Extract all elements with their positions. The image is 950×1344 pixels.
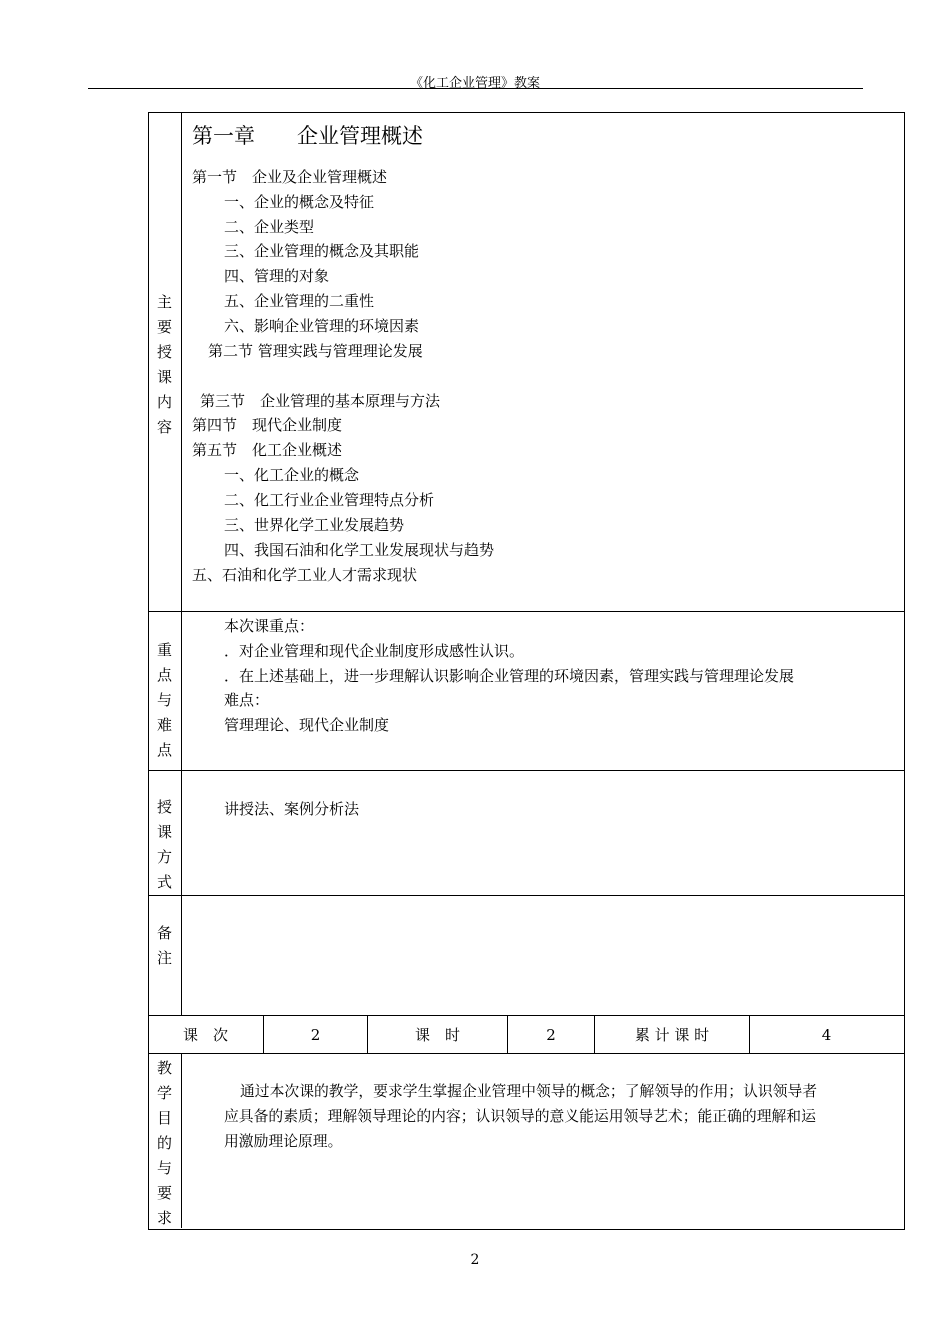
section-line: 三、企业管理的概念及其职能 [224,242,420,260]
remarks-label: 备 注 [148,895,182,1016]
section-line: 五、企业管理的二重性 [224,292,375,310]
section-line: 第二节 管理实践与管理理论发展 [208,342,423,360]
objectives-line: 应具备的素质；理解领导理论的内容；认识领导的意义能运用领导艺术；能正确的理解和运 [224,1108,816,1125]
key-points-line: 难点： [224,691,270,709]
row-divider [148,1053,905,1054]
key-points-label: 重 点 与 难 点 [148,611,182,771]
section-line: 一、企业的概念及特征 [224,193,375,211]
section-line: 一、化工企业的概念 [224,466,360,484]
section-line: 第四节 现代企业制度 [192,416,343,434]
section-line: 三、世界化学工业发展趋势 [224,516,405,534]
key-points-line: 管理理论、现代企业制度 [224,716,390,734]
chapter-title: 第一章 企业管理概述 [192,124,423,148]
main-content-label: 主 要 授 课 内 容 [148,112,182,612]
page-number: 2 [470,1252,480,1268]
hours-value: 2 [546,1026,556,1044]
row-divider [148,770,905,771]
objectives-label: 教 学 目 的 与 要 求 [148,1053,182,1228]
key-points-line: ．在上述基础上，进一步理解认识影响企业管理的环境因素，管理实践与管理理论发展 [224,667,795,685]
session-label: 课 次 [182,1026,228,1044]
objectives-line: 通过本次课的教学，要求学生掌握企业管理中领导的概念；了解领导的作用；认识领导者 [240,1083,818,1100]
section-line: 四、管理的对象 [224,267,330,285]
section-line: 第一节 企业及企业管理概述 [192,168,388,186]
section-line: 第三节 企业管理的基本原理与方法 [200,392,441,410]
section-line: 二、化工行业企业管理特点分析 [224,491,435,509]
header-divider [88,88,863,89]
document-header: 《化工企业管理》教案 [409,76,540,91]
key-points-line: 本次课重点： [224,617,315,635]
section-line: 二、企业类型 [224,218,315,236]
session-value: 2 [310,1026,321,1044]
key-points-line: ．对企业管理和现代企业制度形成感性认识。 [224,642,525,660]
section-line: 六、影响企业管理的环境因素 [224,317,420,335]
cumulative-hours-value: 4 [821,1026,832,1044]
method-text: 讲授法、案例分析法 [224,800,360,818]
row-divider [148,895,905,896]
section-line: 第五节 化工企业概述 [192,441,343,459]
row-divider [148,611,905,612]
section-line: 五、石油和化学工业人才需求现状 [192,566,418,584]
method-label: 授 课 方 式 [148,770,182,896]
section-line: 四、我国石油和化学工业发展现状与趋势 [224,541,495,559]
hours-label: 课 时 [414,1026,460,1044]
cumulative-hours-label: 累 计 课 时 [634,1026,710,1044]
objectives-line: 用激励理论原理。 [224,1133,343,1150]
